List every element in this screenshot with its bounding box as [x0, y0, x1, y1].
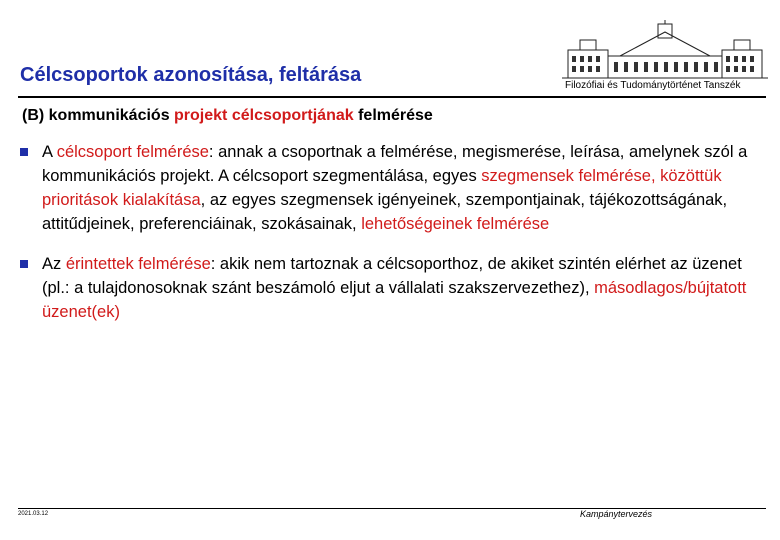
bullet-text: , az egyes szegmensek igényeinek, szempontjainak, tájékozottságának, attitűdjeinek, preferenciáinak, szokásainak,: [42, 191, 728, 233]
footer-divider: [18, 508, 766, 509]
bullet-text: : annak a csoportnak a felmérése, megismerése, leírása, amelynek szól a kommunikációs projekt. A célcsoport szegmentálása, egyes: [42, 143, 748, 185]
highlighted-text: lehetőségeinek felmérése: [361, 215, 550, 233]
bullet-text: Az: [42, 255, 66, 273]
highlighted-text: szegmensek felmérése, közöttük prioritások kialakítása: [42, 167, 722, 209]
highlighted-text: célcsoport felmérése: [56, 143, 209, 161]
subtitle-text: (B) kommunikációs: [22, 107, 175, 124]
footer-date: 2021.03.12: [18, 511, 49, 517]
bullet-text: : akik nem tartoznak a célcsoporthoz, de akiket szintén elérhet az üzenet (pl.: a tulajdonosoknak szánt beszámoló eljut a vállalati szakszervezethez),: [42, 255, 742, 297]
slide-title: Célcsoportok azonosítása, feltárása: [20, 64, 362, 86]
highlighted-text: érintettek felmérése: [65, 255, 211, 273]
footer-label: Kampánytervezés: [580, 509, 653, 519]
slide-subtitle: [22, 107, 433, 125]
department-caption: Filozófiai és Tudománytörténet Tanszék: [565, 80, 741, 91]
header-divider: [18, 96, 766, 98]
bullet-item: [20, 140, 760, 236]
bullet-text: A: [42, 143, 57, 161]
subtitle-text-end: felmérése: [353, 107, 433, 124]
bullet-list: [20, 140, 760, 340]
highlighted-text: másodlagos/bújtatott üzenet(ek): [42, 279, 747, 321]
subtitle-highlight: projekt célcsoportjának: [174, 107, 354, 124]
bullet-item: [20, 252, 760, 324]
square-bullet-icon: [20, 148, 28, 156]
square-bullet-icon: [20, 260, 28, 268]
